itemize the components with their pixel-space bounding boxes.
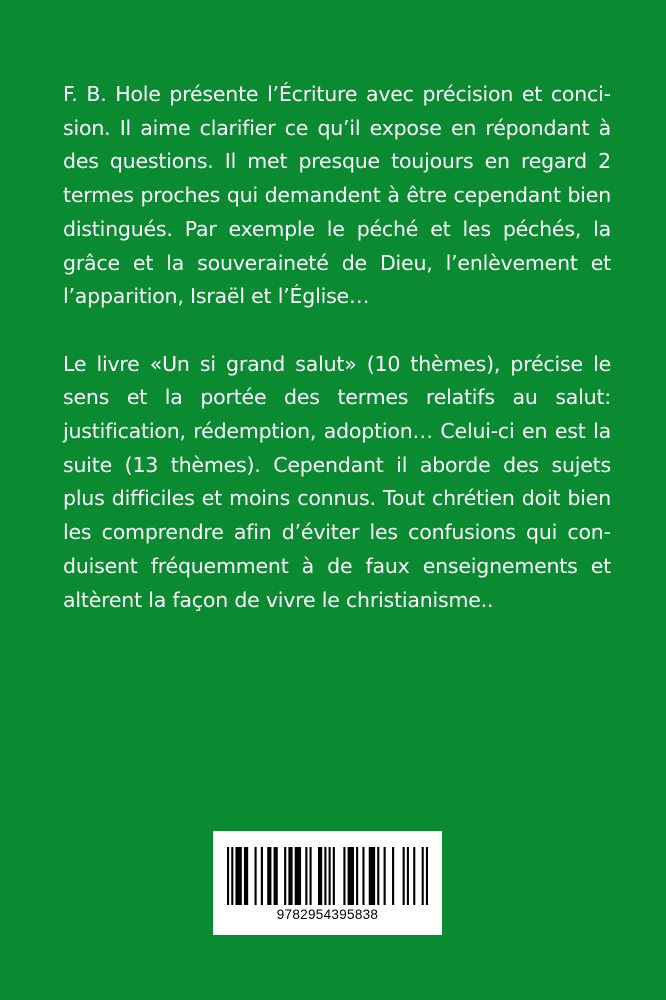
barcode-bar-18 xyxy=(348,847,354,905)
blurb-paragraph-1: F. B. Hole présente l’Écriture avec précision et concision. Il aime clarifier ce qu’il expose en répondant à des questions. Il met presque toujours en regard 2 termes proches qui demandent à être cependant bien distingués. Par exemple le péché et les péchés, la grâce et la souveraineté de Dieu, l’enlèvement et l’apparition, Israël et l’Église… xyxy=(63,82,611,309)
barcode-bar-17 xyxy=(343,847,345,905)
barcode-bar-3 xyxy=(244,847,248,905)
barcode-bar-7 xyxy=(274,847,278,905)
barcode-bar-2 xyxy=(235,847,241,905)
barcode-bar-0 xyxy=(227,847,229,905)
barcode-bar-20 xyxy=(362,847,364,905)
isbn-number: 9782954395838 xyxy=(276,907,379,922)
barcode-bar-22 xyxy=(377,847,379,905)
barcode-bar-21 xyxy=(369,847,375,905)
barcode-bar-24 xyxy=(392,847,394,905)
barcode-bar-13 xyxy=(318,847,322,905)
blurb-text xyxy=(63,78,611,617)
barcode-bar-11 xyxy=(305,847,307,905)
barcode-bar-19 xyxy=(356,847,358,905)
barcode-bar-10 xyxy=(295,847,301,905)
blurb-paragraph-2: Le livre «Un si grand salut» (10 thèmes), précise le sens et la portée des termes relatifs au salut: justification, rédemption, adoption… Celui-ci en est la suite (13 thèmes). Cependant il aborde des sujets plus difficiles et moins connus. Tout chrétien doit bien les comprendre afin d’éviter les confusions qui conduisent fréquemment à de faux enseignements et altèrent la façon de vivre le christianisme.. xyxy=(63,351,611,612)
barcode-bar-6 xyxy=(267,847,271,905)
barcode-bar-12 xyxy=(310,847,312,905)
barcode-bar-4 xyxy=(255,847,257,905)
barcode-bar-9 xyxy=(288,847,292,905)
barcode-bar-25 xyxy=(403,847,405,905)
barcode-bar-5 xyxy=(261,847,263,905)
barcode-bar-28 xyxy=(422,847,424,905)
barcode-bars xyxy=(227,847,428,905)
barcode-bar-26 xyxy=(407,847,409,905)
barcode-bar-16 xyxy=(333,847,335,905)
barcode-bar-23 xyxy=(384,847,386,905)
barcode-bar-27 xyxy=(413,847,415,905)
isbn-barcode xyxy=(213,831,442,935)
barcode-bar-14 xyxy=(324,847,326,905)
barcode-bar-15 xyxy=(329,847,331,905)
barcode-bar-8 xyxy=(284,847,286,905)
barcode-bar-29 xyxy=(426,847,428,905)
barcode-bar-1 xyxy=(231,847,233,905)
